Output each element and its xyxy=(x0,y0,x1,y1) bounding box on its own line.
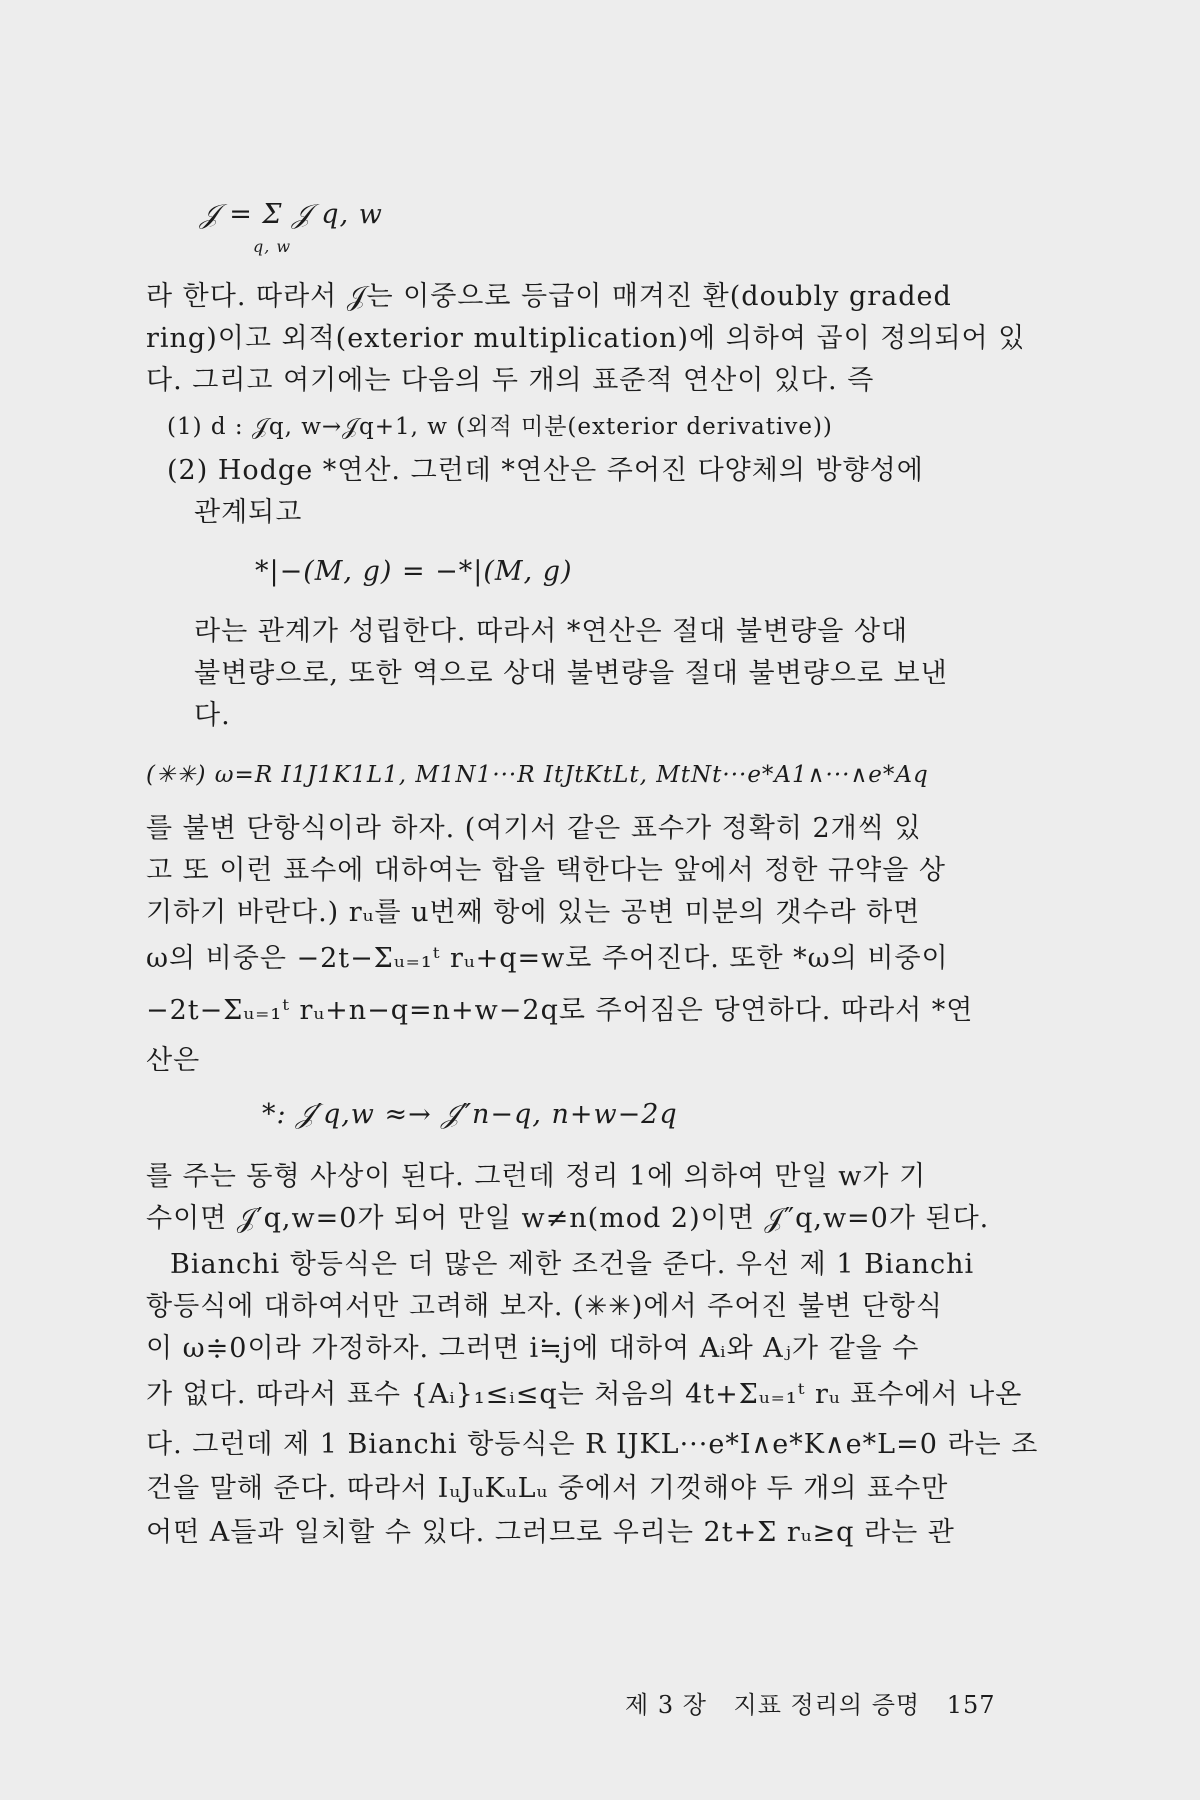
text-line: 관계되고 xyxy=(194,497,303,528)
text-line: 산은 xyxy=(146,1045,201,1076)
list-item-2: (2) Hodge *연산. 그런데 *연산은 주어진 다양체의 방향성에 xyxy=(167,455,924,486)
text-line: 불변량으로, 또한 역으로 상대 불변량을 절대 불변량으로 보낸 xyxy=(194,658,948,689)
text-line: 기하기 바란다.) rᵤ를 u번째 항에 있는 공변 미분의 갯수라 하면 xyxy=(146,897,921,928)
text-line: 를 주는 동형 사상이 된다. 그런데 정리 1에 의하여 만일 w가 기 xyxy=(146,1161,927,1192)
list-item-1: (1) d : 𝒥q, w→𝒥q+1, w (외적 미분(exterior derivative)) xyxy=(167,414,833,440)
text-line: ring)이고 외적(exterior multiplication)에 의하여 곱이 정의되어 있 xyxy=(146,323,1026,354)
text-line: Bianchi 항등식은 더 많은 제한 조건을 준다. 우선 제 1 Bianchi xyxy=(170,1249,975,1280)
text-line: 를 불변 단항식이라 하자. (여기서 같은 표수가 정확히 2개씩 있 xyxy=(146,813,922,844)
equation-omega: (✳✳) ω=R I1J1K1L1, M1N1···R ItJtKtLt, MtNt···e*A1∧···∧e*Aq xyxy=(146,762,929,788)
text-line: 가 없다. 따라서 표수 {Aᵢ}₁≤ᵢ≤q는 처음의 4t+Σᵤ₌₁ᵗ rᵤ 표수에서 나온 xyxy=(146,1379,1023,1410)
text-line: 다. xyxy=(194,700,231,731)
text-line: 어떤 A들과 일치할 수 있다. 그러므로 우리는 2t+Σ rᵤ≥q 라는 관 xyxy=(146,1517,955,1548)
footer-chapter: 제 3 장 xyxy=(625,1691,707,1719)
text-line: ω의 비중은 −2t−Σᵤ₌₁ᵗ rᵤ+q=w로 주어진다. 또한 *ω의 비중이 xyxy=(146,943,949,974)
text-line: −2t−Σᵤ₌₁ᵗ rᵤ+n−q=n+w−2q로 주어짐은 당연하다. 따라서 *연 xyxy=(146,995,974,1026)
text-line: 수이면 𝒥′q,w=0가 되어 만일 w≠n(mod 2)이면 𝒥″q,w=0가 된다. xyxy=(146,1203,990,1234)
equation-1-subscript: q, w xyxy=(253,237,292,256)
equation-star-relation: *|−(M, g) = −*|(M, g) xyxy=(255,556,573,587)
footer-title: 지표 정리의 증명 xyxy=(733,1691,921,1719)
text-line: 라 한다. 따라서 𝒥는 이중으로 등급이 매겨진 환(doubly graded xyxy=(146,281,952,312)
text-line: 고 또 이런 표수에 대하여는 합을 택한다는 앞에서 정한 규약을 상 xyxy=(146,855,946,886)
page-number: 157 xyxy=(946,1691,996,1719)
text-line: 건을 말해 준다. 따라서 IᵤJᵤKᵤLᵤ 중에서 기껏해야 두 개의 표수만 xyxy=(146,1473,949,1504)
text-line: 항등식에 대하여서만 고려해 보자. (✳✳)에서 주어진 불변 단항식 xyxy=(146,1291,943,1322)
text-line: 라는 관계가 성립한다. 따라서 *연산은 절대 불변량을 상대 xyxy=(194,616,909,647)
text-line: 다. 그런데 제 1 Bianchi 항등식은 R IJKL···e*I∧e*K∧e*L=0 라는 조 xyxy=(146,1429,1039,1460)
text-line: 다. 그리고 여기에는 다음의 두 개의 표준적 연산이 있다. 즉 xyxy=(146,365,875,396)
page-footer xyxy=(625,1685,1014,1720)
equation-1-main: 𝒥 = Σ 𝒥 q, w xyxy=(200,199,383,230)
equation-isomorphism: *: 𝒥′q,w ≈→ 𝒥″n−q, n+w−2q xyxy=(262,1099,678,1130)
equation-1 xyxy=(200,198,383,232)
text-line: 이 ω≑0이라 가정하자. 그러면 i≒j에 대하여 Aᵢ와 Aⱼ가 같을 수 xyxy=(146,1333,920,1364)
